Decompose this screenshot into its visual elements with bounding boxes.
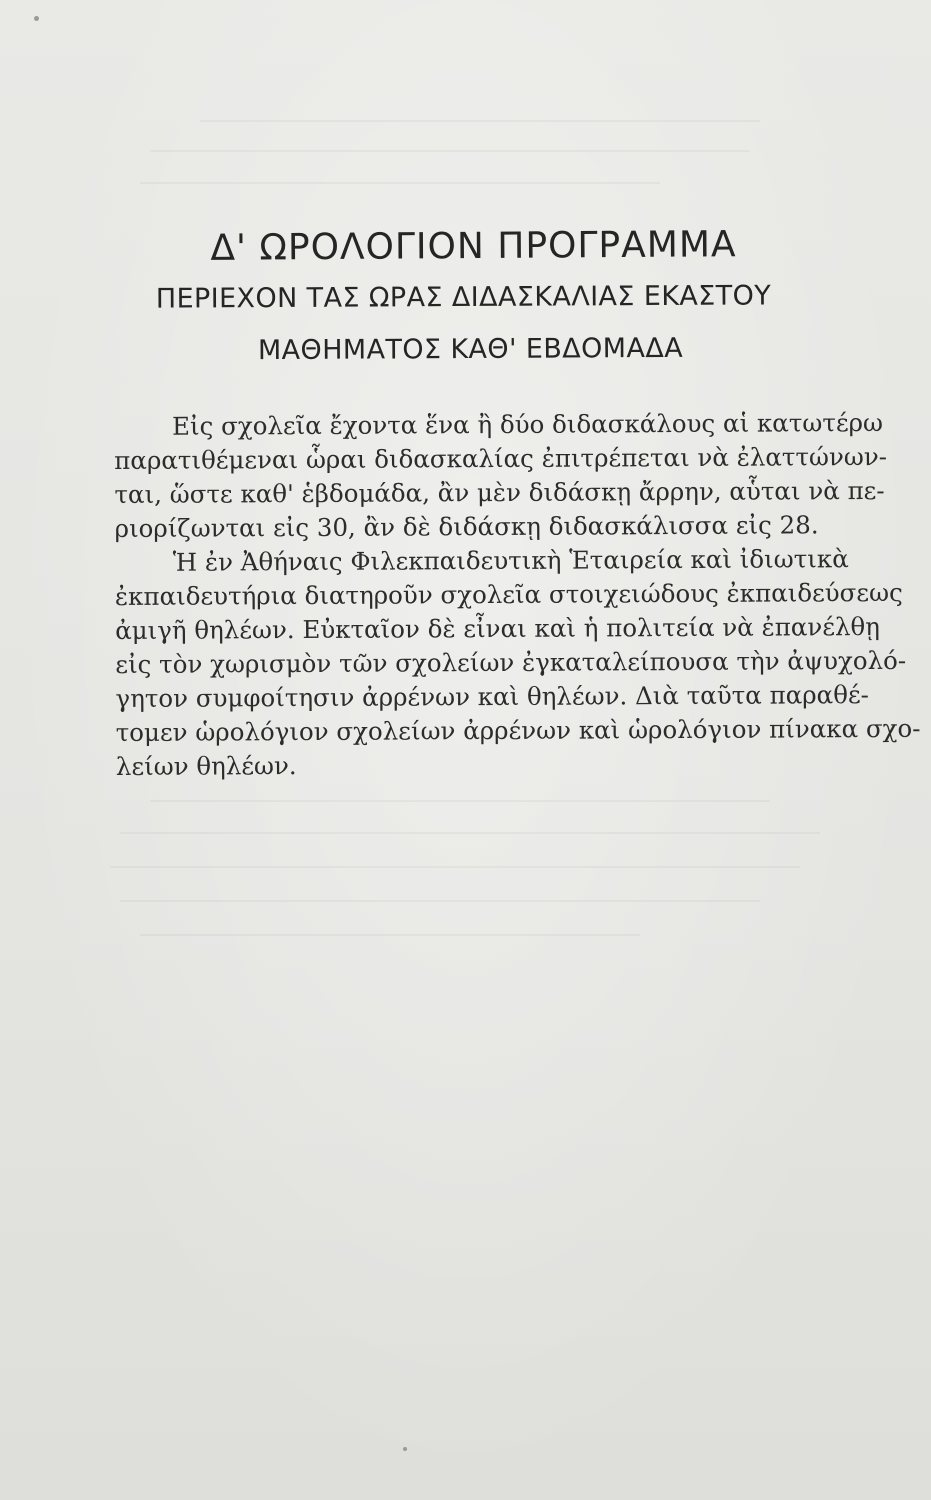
paragraph-1-line-2: παρατιθέμεναι ὧραι διδασκαλίας ἐπιτρέπεται νὰ ἐλαττώνων- <box>114 441 888 475</box>
paragraph-2-line-3: ἀμιγῆ θηλέων. Εὐκταῖον δὲ εἶναι καὶ ἡ πολιτεία νὰ ἐπανέλθῃ <box>115 611 881 645</box>
paragraph-2-line-7: λείων θηλέων. <box>115 751 297 781</box>
page-title: Δ' ΩΡΟΛΟΓΙΟΝ ΠΡΟΓΡΑΜΜΑ <box>210 224 737 269</box>
show-through-line <box>140 934 640 936</box>
paragraph-1-line-1: Εἰς σχολεῖα ἔχοντα ἕνα ἢ δύο διδασκάλους αἱ κατωτέρω <box>172 407 884 441</box>
paragraph-2-line-4: εἰς τὸν χωρισμὸν τῶν σχολείων ἐγκαταλείπουσα τὴν ἀψυχολό- <box>115 645 907 679</box>
speck <box>34 16 39 21</box>
body-text <box>114 406 921 784</box>
show-through-line <box>110 866 800 868</box>
show-through-line <box>120 832 820 834</box>
subtitle-line-2: ΜΑΘΗΜΑΤΟΣ ΚΑΘ' ΕΒΔΟΜΑΔΑ <box>257 332 684 367</box>
show-through-line <box>150 800 770 802</box>
paragraph-2-line-1: Ἡ ἐν Ἀθήναις Φιλεκπαιδευτικὴ Ἑταιρεία καὶ ἰδιωτικὰ <box>172 544 849 577</box>
paragraph-2-line-6: τομεν ὡρολόγιον σχολείων ἀρρένων καὶ ὡρολόγιον πίνακα σχο- <box>115 713 921 747</box>
show-through-line <box>200 120 760 122</box>
paragraph-2-line-5: γητον συμφοίτησιν ἀρρένων καὶ θηλέων. Διὰ ταῦτα παραθέ- <box>115 680 869 713</box>
show-through-line <box>140 182 660 184</box>
show-through-line <box>120 900 760 902</box>
paragraph-2-line-2: ἐκπαιδευτήρια διατηροῦν σχολεῖα στοιχειώδους ἐκπαιδεύσεως <box>114 577 903 611</box>
paragraph-1-line-3: ται, ὥστε καθ' ἑβδομάδα, ἂν μὲν διδάσκῃ ἄρρην, αὗται νὰ πε- <box>114 475 885 509</box>
subtitle-line-1: ΠΕΡΙΕΧΟΝ ΤΑΣ ΩΡΑΣ ΔΙΔΑΣΚΑΛΙΑΣ ΕΚΑΣΤΟΥ <box>155 280 772 315</box>
paragraph-1-line-4: ριορίζωνται εἰς 30, ἂν δὲ διδάσκῃ διδασκάλισσα εἰς 28. <box>114 510 819 543</box>
show-through-line <box>150 150 750 152</box>
speck <box>403 1447 407 1451</box>
